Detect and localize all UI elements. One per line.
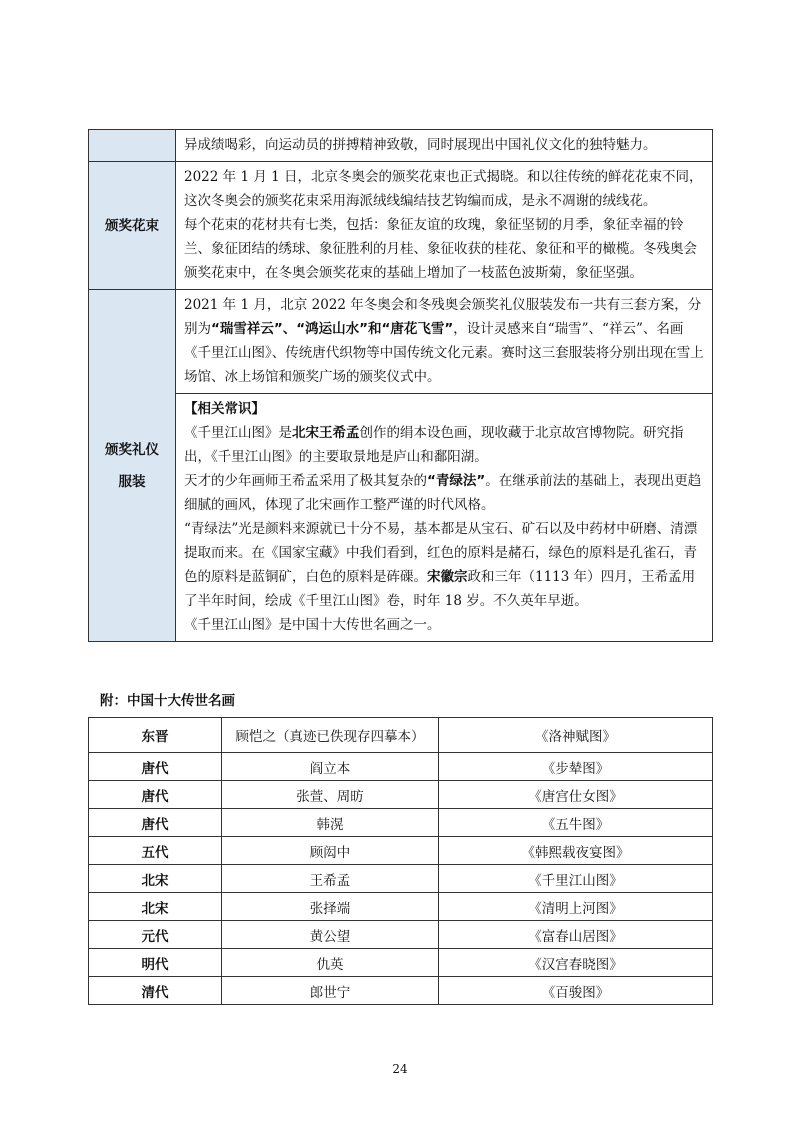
text-run: 《千里江山图》是 — [184, 425, 292, 441]
painting-title-cell: 《千里江山图》 — [439, 865, 713, 893]
paragraph — [184, 469, 704, 517]
bold-text: “青绿法” — [427, 473, 486, 489]
table-row — [89, 162, 713, 290]
table-row — [89, 977, 713, 1005]
table-row — [89, 753, 713, 781]
text-run: 天才的少年画师王希孟采用了极其复杂的 — [184, 473, 427, 489]
paragraph: 每个花束的花材共有七类，包括：象征友谊的玫瑰，象征坚韧的月季，象征幸福的铃兰、象征团结的绣球、象征胜利的月桂、象征收获的桂花、象征和平的橄榄。冬残奥会颁奖花束中，在冬奥会颁奖花束的基础上增加了一枝蓝色波斯菊，象征坚强。 — [184, 217, 697, 281]
dynasty-cell: 清代 — [89, 977, 222, 1005]
artist-cell: 顾闳中 — [222, 837, 439, 865]
artist-cell: 黄公望 — [222, 921, 439, 949]
dynasty-cell: 元代 — [89, 921, 222, 949]
artist-cell: 韩滉 — [222, 809, 439, 837]
row-label-bouquet: 颁奖花束 — [89, 162, 176, 290]
dynasty-cell: 五代 — [89, 837, 222, 865]
table-row — [89, 130, 713, 162]
bold-text: “瑞雪祥云”、“鸿运山水”和“唐花飞雪” — [211, 321, 454, 337]
costume-intro-content — [176, 290, 713, 394]
bouquet-content — [176, 162, 713, 290]
artist-cell: 郎世宁 — [222, 977, 439, 1005]
famous-paintings-table — [88, 717, 713, 1005]
label-line: 颁奖礼仪 — [105, 441, 159, 458]
text-run: 2021 年 1 月，北京 2022 年冬奥会和冬残奥会颁奖礼仪服装发布一共有三套方案，分别为 — [184, 297, 702, 337]
artist-cell: 阎立本 — [222, 753, 439, 781]
paragraph: 2022 年 1 月 1 日，北京冬奥会的颁奖花束也正式揭晓。和以往传统的鲜花花束不同，这次冬奥会的颁奖花束采用海派绒线编结技艺钩编而成，是永不凋谢的绒线花。 — [184, 169, 703, 209]
table-row — [89, 837, 713, 865]
table-row — [89, 781, 713, 809]
bold-text: 宋徽宗 — [427, 569, 468, 585]
paragraph — [184, 421, 704, 469]
text-run: 政和三年（1113 年）四月，王希孟用了半年时间，绘成《千里江山图》卷，时年 18 岁。不久英年早逝。 — [184, 569, 696, 609]
knowledge-content — [176, 394, 713, 642]
paragraph — [184, 293, 704, 389]
artist-cell: 张萱、周昉 — [222, 781, 439, 809]
text-run: 创作的绢本设色画，现收藏于北京故宫博物院。研究指出，《千里江山图》的主要取景地是庐山和鄱阳湖。 — [184, 425, 684, 465]
page-number: 24 — [392, 1062, 408, 1076]
painting-title-cell: 《洛神赋图》 — [439, 718, 713, 753]
painting-title-cell: 《韩熙载夜宴图》 — [439, 837, 713, 865]
dynasty-cell: 北宋 — [89, 893, 222, 921]
painting-title-cell: 《富春山居图》 — [439, 921, 713, 949]
paragraph: 《千里江山图》是中国十大传世名画之一。 — [184, 617, 441, 633]
painting-title-cell: 《唐宫仕女图》 — [439, 781, 713, 809]
artist-cell: 王希孟 — [222, 865, 439, 893]
table-row — [89, 893, 713, 921]
painting-title-cell: 《步辇图》 — [439, 753, 713, 781]
row-content — [176, 130, 713, 162]
bold-text: 北宋王希孟 — [292, 425, 360, 441]
text-run: 。在继承前法的基础上，表现出更趋细腻的画风，体现了北宋画作工整严谨的时代风格。 — [184, 473, 702, 513]
ceremony-info-table — [88, 129, 713, 642]
row-label — [89, 130, 176, 162]
painting-title-cell: 《汉宫春晓图》 — [439, 949, 713, 977]
dynasty-cell: 北宋 — [89, 865, 222, 893]
knowledge-heading: 【相关常识】 — [184, 401, 265, 417]
appendix-title: 附：中国十大传世名画 — [100, 693, 235, 709]
artist-cell: 张择端 — [222, 893, 439, 921]
dynasty-cell: 东晋 — [89, 718, 222, 753]
label-line: 服装 — [118, 473, 146, 490]
row-label-costume — [89, 290, 176, 642]
text-run: ，设计灵感来自“瑞雪”、“祥云”、名画《千里江山图》、传统唐代织物等中国传统文化元素。赛时这三套服装将分别出现在雪上场馆、冰上场馆和颁奖广场的颁奖仪式中。 — [184, 321, 704, 385]
dynasty-cell: 明代 — [89, 949, 222, 977]
paragraph — [184, 517, 704, 613]
table-row — [89, 949, 713, 977]
artist-cell: 仇英 — [222, 949, 439, 977]
table-row — [89, 921, 713, 949]
dynasty-cell: 唐代 — [89, 781, 222, 809]
painting-title-cell: 《百骏图》 — [439, 977, 713, 1005]
table-row — [89, 394, 713, 642]
table-row — [89, 290, 713, 394]
table-row — [89, 718, 713, 753]
table-row — [89, 865, 713, 893]
artist-cell: 顾恺之（真迹已佚现存四摹本） — [222, 718, 439, 753]
text-run: “青绿法”光是颜料来源就已十分不易，基本都是从宝石、矿石以及中药材中研磨、清漂提取而来。在《国家宝藏》中我们看到，红色的原料是赭石，绿色的原料是孔雀石，青色的原料是蓝铜矿，白色的原料是砗磲。 — [184, 521, 698, 585]
dynasty-cell: 唐代 — [89, 809, 222, 837]
table-row — [89, 809, 713, 837]
painting-title-cell: 《五牛图》 — [439, 809, 713, 837]
continued-paragraph: 异成绩喝彩，向运动员的拼搏精神致敬，同时展现出中国礼仪文化的独特魅力。 — [184, 137, 657, 153]
painting-title-cell: 《清明上河图》 — [439, 893, 713, 921]
dynasty-cell: 唐代 — [89, 753, 222, 781]
